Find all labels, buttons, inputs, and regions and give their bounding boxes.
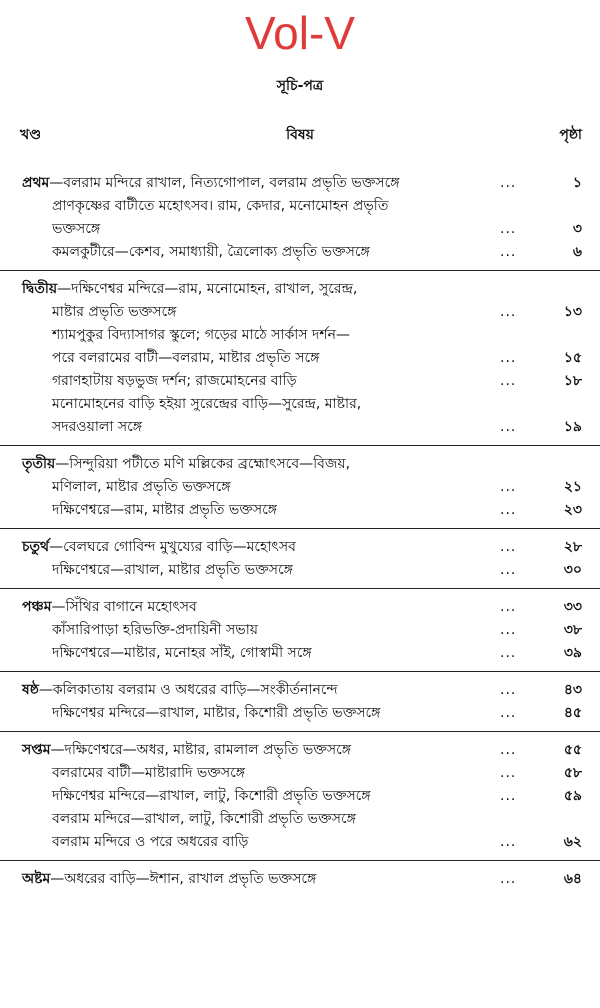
toc-section <box>0 731 600 860</box>
page-number: ৫৯ <box>563 788 582 804</box>
leader-dots: ... <box>500 599 517 615</box>
section-label: দ্বিতীয় <box>22 281 58 297</box>
page-number: ১ <box>572 175 582 191</box>
page-number: ৫৮ <box>563 765 582 781</box>
leader-dots: ... <box>500 221 517 237</box>
toc-entry <box>0 453 600 476</box>
leader-dots: ... <box>500 645 517 661</box>
toc-entry <box>0 301 600 324</box>
toc-entry-text <box>0 453 500 476</box>
toc-entry <box>0 347 600 370</box>
toc-section <box>0 172 600 270</box>
toc-entry-text <box>0 172 500 195</box>
entry-subject: —দক্ষিণেশ্বরে—অধর, মাষ্টার, রামলাল প্রভৃতি ভক্তসঙ্গে <box>50 742 352 758</box>
contents-heading: সূচি-পত্র <box>276 78 324 94</box>
page-number: ২৮ <box>563 539 582 555</box>
entry-subject: শ্যামপুকুর বিদ্যাসাগর স্কুলে; গড়ের মাঠে সার্কাস দর্শন— <box>52 327 351 343</box>
toc-entry <box>0 702 600 725</box>
entry-subject: ভক্তসঙ্গে <box>52 221 101 237</box>
leader-dots: ... <box>500 562 517 578</box>
entry-subject: —বলরাম মন্দিরে রাখাল, নিত্যগোপাল, বলরাম প্রভৃতি ভক্তসঙ্গে <box>49 175 400 191</box>
toc-entry <box>0 536 600 559</box>
entry-subject: —সিন্দুরিয়া পটীতে মণি মল্লিকের ব্রহ্মোৎসবে—বিজয়, <box>55 456 351 472</box>
leader-dots: ... <box>500 539 517 555</box>
toc-section <box>0 445 600 528</box>
section-label: তৃতীয় <box>22 456 56 472</box>
leader-dots: ... <box>500 304 517 320</box>
page-number: ১৫ <box>563 350 582 366</box>
leader-dots: ... <box>500 682 517 698</box>
toc-entry-text <box>0 195 500 218</box>
toc-entry-text <box>0 702 500 725</box>
toc-section <box>0 671 600 731</box>
toc-entry-text <box>0 499 500 522</box>
toc-entry <box>0 679 600 702</box>
leader-dots: ... <box>500 502 517 518</box>
page-number: ৩৩ <box>563 599 582 615</box>
toc-entry-text <box>0 868 500 891</box>
section-label: সপ্তম <box>22 742 51 758</box>
toc-entry <box>0 324 600 347</box>
section-label: ষষ্ঠ <box>22 682 39 698</box>
leader-dots: ... <box>500 479 517 495</box>
toc-entry <box>0 739 600 762</box>
entry-subject: —সিঁথির বাগানে মহোৎসব <box>51 599 197 615</box>
leader-dots: ... <box>500 622 517 638</box>
leader-dots: ... <box>500 788 517 804</box>
toc-entry-text <box>0 278 500 301</box>
column-header-page: পৃষ্ঠা <box>559 127 582 143</box>
entry-subject: —বেলঘরে গোবিন্দ মুখুয্যের বাড়ি—মহোৎসব <box>49 539 296 555</box>
toc-entry-text <box>0 762 500 785</box>
toc-entry <box>0 559 600 582</box>
page-number: ২৩ <box>563 502 582 518</box>
toc-section <box>0 270 600 445</box>
toc-entry <box>0 370 600 393</box>
leader-dots: ... <box>500 742 517 758</box>
page-number: ৬২ <box>563 834 582 850</box>
page-number: ২১ <box>563 479 582 495</box>
toc-entry <box>0 762 600 785</box>
toc-entry-text <box>0 596 500 619</box>
entry-subject: দক্ষিণেশ্বর মন্দিরে—রাখাল, মাষ্টার, কিশোরী প্রভৃতি ভক্তসঙ্গে <box>52 705 381 721</box>
entry-subject: মাষ্টার প্রভৃতি ভক্তসঙ্গে <box>52 304 177 320</box>
toc-entry-text <box>0 808 500 831</box>
leader-dots: ... <box>500 765 517 781</box>
entry-subject: মনোমোহনের বাড়ি হইয়া সুরেন্দ্রের বাড়ি—সুরেন্দ্র, মাষ্টার, <box>52 396 362 412</box>
toc-entry <box>0 831 600 854</box>
entry-subject: দক্ষিণেশ্বরে—মাষ্টার, মনোহর সাঁই, গোস্বামী সঙ্গে <box>52 645 312 661</box>
toc-entry <box>0 172 600 195</box>
page-number: ৪৫ <box>563 705 582 721</box>
page-number: ৪৩ <box>563 682 582 698</box>
toc-entry <box>0 868 600 891</box>
page-number: ৫৫ <box>563 742 582 758</box>
toc-entry-text <box>0 347 500 370</box>
toc-entry-text <box>0 218 500 241</box>
toc-entry-text <box>0 642 500 665</box>
entry-subject: বলরাম মন্দিরে ও পরে অধরের বাড়ি <box>52 834 249 850</box>
entry-subject: —দক্ষিণেশ্বর মন্দিরে—রাম, মনোমোহন, রাখাল, সুরেন্দ্র, <box>57 281 358 297</box>
toc-entry <box>0 619 600 642</box>
table-of-contents <box>0 172 600 897</box>
entry-subject: দক্ষিণেশ্বরে—রাম, মাষ্টার প্রভৃতি ভক্তসঙ্গে <box>52 502 278 518</box>
toc-entry-text <box>0 559 500 582</box>
leader-dots: ... <box>500 834 517 850</box>
toc-entry-text <box>0 476 500 499</box>
page-number: ১৩ <box>563 304 582 320</box>
toc-entry <box>0 218 600 241</box>
leader-dots: ... <box>500 244 517 260</box>
toc-entry <box>0 195 600 218</box>
entry-subject: বলরামের বাটী—মাষ্টারাদি ভক্তসঙ্গে <box>52 765 246 781</box>
toc-section <box>0 860 600 897</box>
leader-dots: ... <box>500 373 517 389</box>
toc-entry <box>0 785 600 808</box>
page-number: ৩৯ <box>563 645 582 661</box>
page-number: ১৯ <box>563 419 582 435</box>
toc-entry-text <box>0 831 500 854</box>
entry-subject: মণিলাল, মাষ্টার প্রভৃতি ভক্তসঙ্গে <box>52 479 231 495</box>
entry-subject: কাঁসারিপাড়া হরিভক্তি-প্রদায়িনী সভায় <box>52 622 259 638</box>
toc-entry-text <box>0 739 500 762</box>
volume-title: Vol-V <box>245 7 355 59</box>
toc-entry-text <box>0 619 500 642</box>
entry-subject: দক্ষিণেশ্বর মন্দিরে—রাখাল, লাটু, কিশোরী প্রভৃতি ভক্তসঙ্গে <box>52 788 371 804</box>
column-header-section: খণ্ড <box>20 127 42 143</box>
toc-entry <box>0 808 600 831</box>
entry-subject: প্রাণকৃষ্ণের বাটীতে মহোৎসব। রাম, কেদার, মনোমোহন প্রভৃতি <box>52 198 389 214</box>
toc-section <box>0 528 600 588</box>
leader-dots: ... <box>500 419 517 435</box>
page-number: ৬৪ <box>563 871 582 887</box>
toc-entry-text <box>0 536 500 559</box>
toc-entry-text <box>0 679 500 702</box>
page-number: ১৮ <box>563 373 582 389</box>
entry-subject: —অধরের বাড়ি—ঈশান, রাখাল প্রভৃতি ভক্তসঙ্গে <box>50 871 317 887</box>
toc-entry <box>0 393 600 416</box>
toc-entry-text <box>0 324 500 347</box>
page-number: ৩০ <box>563 562 582 578</box>
entry-subject: —কলিকাতায় বলরাম ও অধরের বাড়ি—সংকীর্তনানন্দে <box>38 682 338 698</box>
section-label: চতুর্থ <box>22 539 50 555</box>
section-label: পঞ্চম <box>22 599 52 615</box>
leader-dots: ... <box>500 175 517 191</box>
entry-subject: বলরাম মন্দিরে—রাখাল, লাটু, কিশোরী প্রভৃতি ভক্তসঙ্গে <box>52 811 356 827</box>
toc-section <box>0 588 600 671</box>
entry-subject: সদরওয়ালা সঙ্গে <box>52 419 143 435</box>
toc-entry <box>0 241 600 264</box>
toc-entry-text <box>0 301 500 324</box>
toc-entry <box>0 499 600 522</box>
page-number: ৩ <box>572 221 582 237</box>
entry-subject: গরাণহাটায় ষড়ভুজ দর্শন; রাজমোহনের বাড়ি <box>52 373 297 389</box>
toc-entry <box>0 476 600 499</box>
entry-subject: পরে বলরামের বাটী—বলরাম, মাষ্টার প্রভৃতি সঙ্গে <box>52 350 320 366</box>
leader-dots: ... <box>500 705 517 721</box>
entry-subject: কমলকুটীরে—কেশব, সমাধ্যায়ী, ত্রৈলোক্য প্রভৃতি ভক্তসঙ্গে <box>52 244 370 260</box>
toc-entry-text <box>0 785 500 808</box>
page-number: ৩৮ <box>563 622 582 638</box>
toc-entry-text <box>0 393 500 416</box>
toc-entry <box>0 416 600 439</box>
toc-entry-text <box>0 241 500 264</box>
section-label: অষ্টম <box>22 871 51 887</box>
toc-entry-text <box>0 416 500 439</box>
leader-dots: ... <box>500 871 517 887</box>
page-number: ৬ <box>572 244 582 260</box>
toc-entry <box>0 642 600 665</box>
toc-entry <box>0 278 600 301</box>
toc-entry <box>0 596 600 619</box>
column-header-subject: বিষয় <box>286 127 314 143</box>
toc-entry-text <box>0 370 500 393</box>
entry-subject: দক্ষিণেশ্বরে—রাখাল, মাষ্টার প্রভৃতি ভক্তসঙ্গে <box>52 562 293 578</box>
leader-dots: ... <box>500 350 517 366</box>
section-label: প্রথম <box>22 175 50 191</box>
